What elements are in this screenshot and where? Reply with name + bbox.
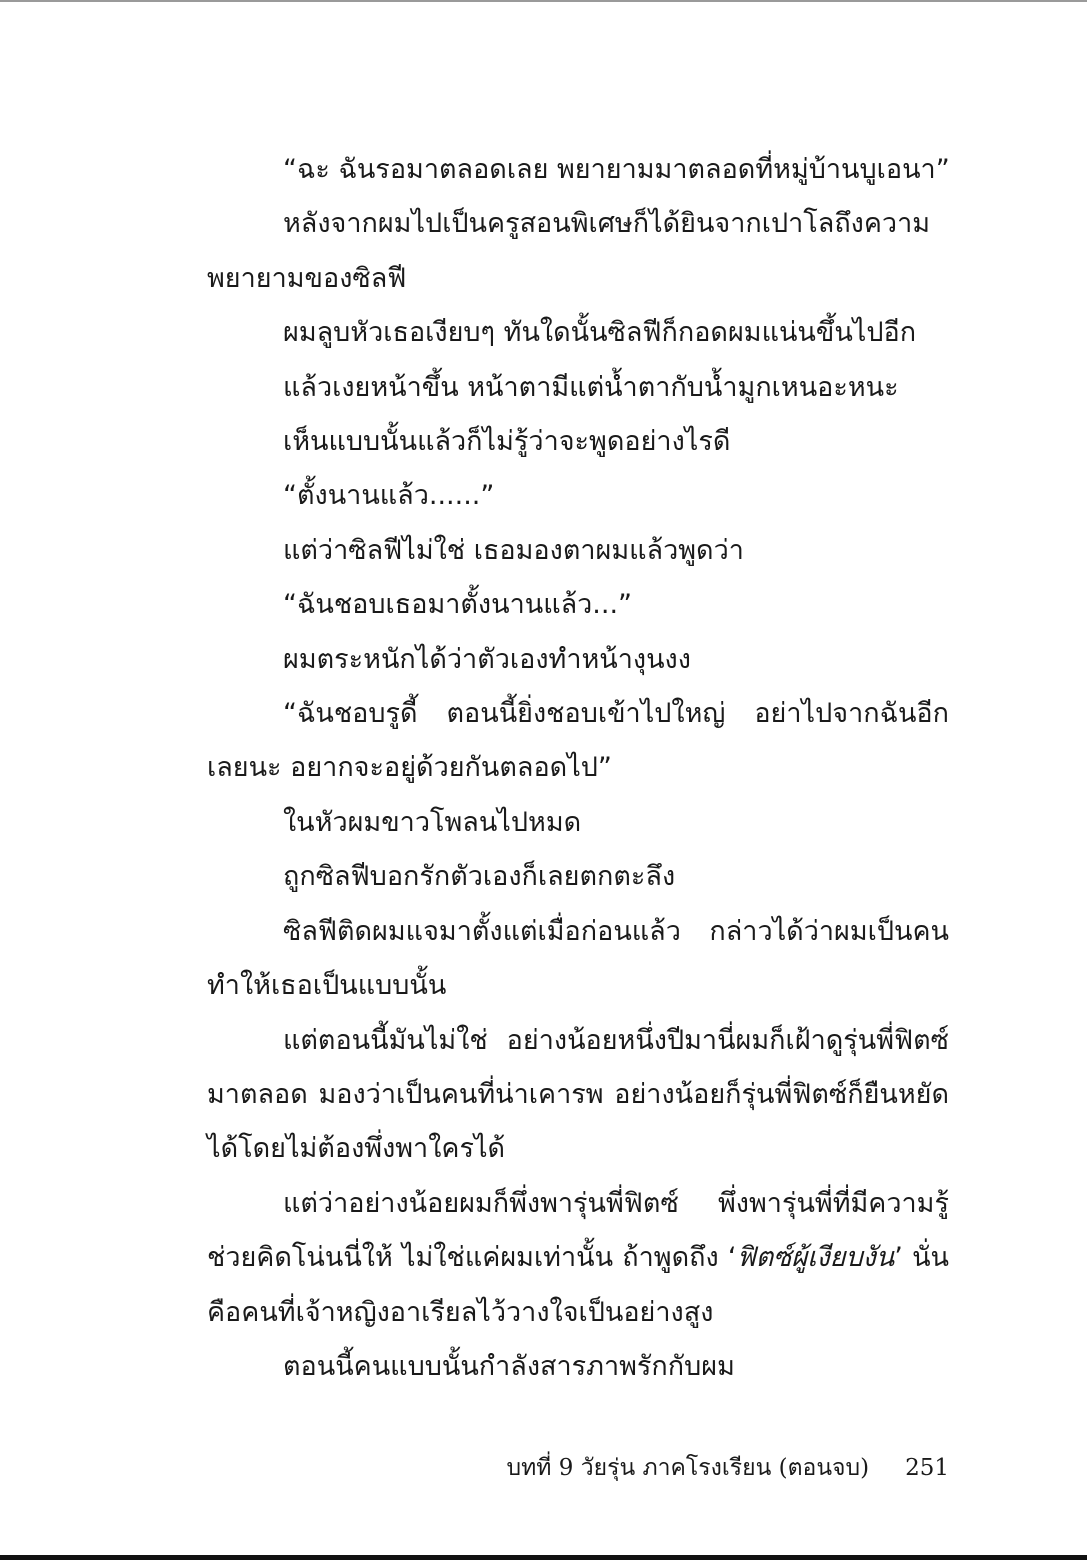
page-number: 251 [905,1455,949,1481]
paragraph: ในหัวผมขาวโพลนไปหมด [283,806,582,838]
paragraph: ผมตระหนักได้ว่าตัวเองทำหน้างุนงง [283,643,691,675]
paragraph: ผมลูบหัวเธอเงียบๆ ทันใดนั้นซิลฟีก็กอดผมแน่นขึ้นไปอีก [283,317,917,349]
page-footer [507,1448,949,1488]
paragraph [207,1177,949,1340]
paragraph: หลังจากผมไปเป็นครูสอนพิเศษก็ได้ยินจากเปาโลถึงความพยายามของซิลฟี [207,208,931,294]
paragraph: เห็นแบบนั้นแล้วก็ไม่รู้ว่าจะพูดอย่างไรดี [283,426,731,458]
paragraph: ถูกซิลฟีบอกรักตัวเองก็เลยตกตะลึง [283,861,676,893]
paragraph: ตอนนี้คนแบบนั้นกำลังสารภาพรักกับผม [283,1350,735,1382]
paragraph: แต่ตอนนี้มันไม่ใช่ อย่างน้อยหนึ่งปีมานี่ผมก็เฝ้าดูรุ่นพี่ฟิตซ์มาตลอด มองว่าเป็นคนที่น่าเคารพ อย่างน้อยก็รุ่นพี่ฟิตซ์ก็ยืนหยัดได้โดยไม่ต้องพึ่งพาใครได้ [207,1024,949,1165]
chapter-title: บทที่ 9 วัยรุ่น ภาคโรงเรียน (ตอนจบ) [506,1455,870,1481]
bottom-edge-rule [0,1555,1087,1560]
paragraph: “ฉันชอบรูดี้ ตอนนี้ยิ่งชอบเข้าไปใหญ่ อย่าไปจากฉันอีกเลยนะ อยากจะอยู่ด้วยกันตลอดไป” [207,698,949,784]
paragraph: แต่ว่าซิลฟีไม่ใช่ เธอมองตาผมแล้วพูดว่า [283,534,744,566]
body-text [207,143,949,1394]
paragraph-text: ’ นั่นคือคนที่เจ้าหญิงอาเรียลไว้วางใจเป็นอย่างสูง [207,1242,949,1328]
paragraph: ซิลฟีติดผมแจมาตั้งแต่เมื่อก่อนแล้ว กล่าวได้ว่าผมเป็นคนทำให้เธอเป็นแบบนั้น [207,915,949,1002]
paragraph: “ฉะ ฉันรอมาตลอดเลย พยายามมาตลอดที่หมู่บ้านบูเอนา” [283,154,950,185]
paragraph-text: แต่ว่าอย่างน้อยผมก็พึ่งพารุ่นพี่ฟิตซ์ พึ่งพารุ่นพี่ที่มีความรู้ช่วยคิดโน่นนี่ให้ ไม่ใช่แค่ผมเท่านั้น ถ้าพูดถึง ‘ [207,1187,949,1274]
italic-name: ฟิตซ์ผู้เงียบงัน [736,1242,895,1274]
paragraph: แล้วเงยหน้าขึ้น หน้าตามีแต่น้ำตากับน้ำมูกเหนอะหนะ [283,371,899,403]
paragraph: “ตั้งนานแล้ว......” [283,480,495,512]
paragraph: “ฉันชอบเธอมาตั้งนานแล้ว...” [283,589,633,621]
top-edge-rule [0,0,1087,2]
